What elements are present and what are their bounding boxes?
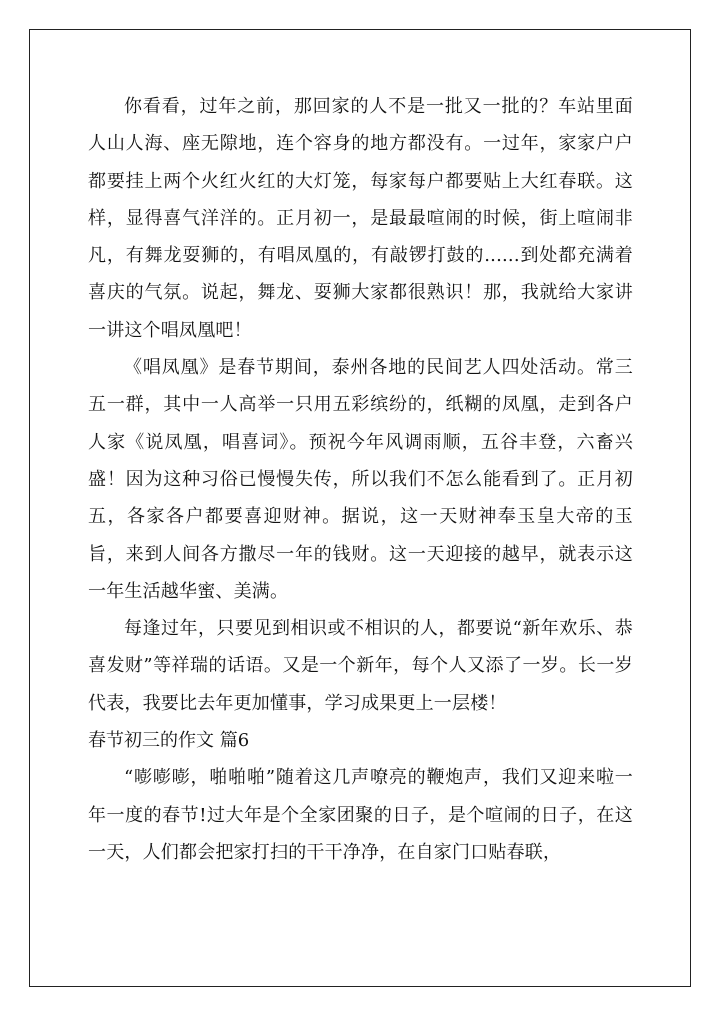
paragraph-singing-phoenix: 《唱凤凰》是春节期间，泰州各地的民间艺人四处活动。常三五一群，其中一人高举一只用五彩缤纷的，纸糊的凤凰，走到各户人家《说凤凰，唱喜词》。预祝今年风调雨顺，五谷丰登，六畜兴盛！因为这种习俗已慢慢失传，所以我们不怎么能看到了。正月初五，各家各户都要喜迎财神。据说，这一天财神奉玉皇大帝的玉旨，来到人间各方撒尽一年的钱财。这一天迎接的越早，就表示这一年生活越华蜜、美满。 (88, 357, 633, 602)
document-body (88, 88, 633, 871)
paragraph-firecrackers: “嘭嘭嘭，啪啪啪”随着这几声嘹亮的鞭炮声，我们又迎来啦一年一度的春节!过大年是个全家团聚的日子，是个喧闹的日子，在这一天，人们都会把家打扫的干干净净，在自家门口贴春联， (88, 767, 633, 863)
section-heading: 春节初三的作文 篇6 (88, 730, 250, 752)
paragraph-greetings: 每逢过年，只要见到相识或不相识的人，都要说“新年欢乐、恭喜发财”等祥瑞的话语。又是一个新年，每个人又添了一岁。长一岁代表，我要比去年更加懂事，学习成果更上一层楼！ (88, 618, 633, 714)
paragraph-new-year-scene: 你看看，过年之前，那回家的人不是一批又一批的？车站里面人山人海、座无隙地，连个容身的地方都没有。一过年，家家户户都要挂上两个火红火红的大灯笼，每家每户都要贴上大红春联。这样，显得喜气洋洋的。正月初一，是最最喧闹的时候，街上喧闹非凡，有舞龙耍狮的，有唱凤凰的，有敲锣打鼓的......到处都充满着喜庆的气氛。说起，舞龙、耍狮大家都很熟识！那，我就给大家讲一讲这个唱凤凰吧！ (88, 96, 633, 341)
